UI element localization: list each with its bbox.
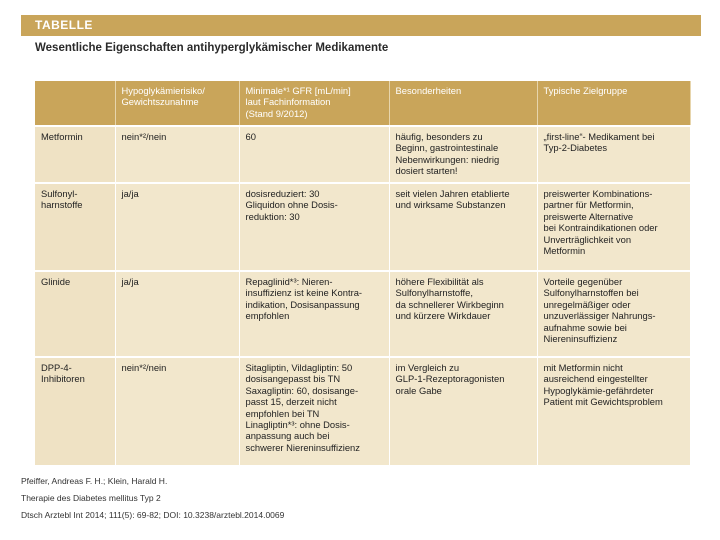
zielgruppe-cell: „first-line“- Medikament bei Typ-2-Diabetes (537, 126, 690, 183)
table-label: TABELLE (35, 18, 93, 32)
header-cell-gfr: Minimale*¹ GFR [mL/min] laut Fachinformation (Stand 9/2012) (239, 81, 389, 126)
zielgruppe-cell: preiswerter Kombinations- partner für Metformin, preiswerte Alternative bei Kontraindikationen oder Unverträglichkeit von Metformin (537, 183, 690, 271)
table-row (35, 183, 690, 271)
hypo-cell: ja/ja (115, 271, 239, 357)
table-row (35, 271, 690, 357)
gfr-cell: Repaglinid*³: Nieren- insuffizienz ist keine Kontra- indikation, Dosisanpassung empfohlen (239, 271, 389, 357)
header-cell-besonderheiten: Besonderheiten (389, 81, 537, 126)
zielgruppe-cell: mit Metformin nicht ausreichend eingestellter Hypoglykämie-gefährdeter Patient mit Gewichtsproblem (537, 357, 690, 465)
drug-name-cell: Sulfonyl- harnstoffe (35, 183, 115, 271)
table-row (35, 357, 690, 465)
besonderheiten-cell: seit vielen Jahren etablierte und wirksame Substanzen (389, 183, 537, 271)
citation-source: Dtsch Arztebl Int 2014; 111(5): 69-82; DOI: 10.3238/arztebl.2014.0069 (21, 510, 285, 520)
table-panel (21, 15, 701, 465)
header-cell-empty (35, 81, 115, 126)
table-header-bar (21, 15, 701, 36)
citation (21, 473, 284, 524)
header-cell-hypoglykaemie: Hypoglykämierisiko/ Gewichtszunahme (115, 81, 239, 126)
besonderheiten-cell: höhere Flexibilität als Sulfonylharnstoffe, da schnellerer Wirkbeginn und kürzere Wirkdauer (389, 271, 537, 357)
gfr-cell: 60 (239, 126, 389, 183)
citation-authors: Pfeiffer, Andreas F. H.; Klein, Harald H. (21, 476, 168, 486)
citation-title: Therapie des Diabetes mellitus Typ 2 (21, 493, 161, 503)
gfr-cell: dosisreduziert: 30 Gliquidon ohne Dosis- reduktion: 30 (239, 183, 389, 271)
hypo-cell: ja/ja (115, 183, 239, 271)
medication-table (35, 81, 691, 465)
table-header-row (35, 81, 690, 126)
zielgruppe-cell: Vorteile gegenüber Sulfonylharnstoffen bei unregelmäßiger oder unzuverlässiger Nahrungs- aufnahme sowie bei Niereninsuffizienz (537, 271, 690, 357)
drug-name-cell: DPP-4- Inhibitoren (35, 357, 115, 465)
drug-name-cell: Glinide (35, 271, 115, 357)
besonderheiten-cell: im Vergleich zu GLP-1-Rezeptoragonisten orale Gabe (389, 357, 537, 465)
hypo-cell: nein*²/nein (115, 126, 239, 183)
header-cell-zielgruppe: Typische Zielgruppe (537, 81, 690, 126)
table-row (35, 126, 690, 183)
besonderheiten-cell: häufig, besonders zu Beginn, gastrointestinale Nebenwirkungen: niedrig dosiert starten! (389, 126, 537, 183)
drug-name-cell: Metformin (35, 126, 115, 183)
hypo-cell: nein*²/nein (115, 357, 239, 465)
table-title: Wesentliche Eigenschaften antihyperglykämischer Medikamente (35, 42, 389, 54)
gfr-cell: Sitagliptin, Vildagliptin: 50 dosisangepasst bis TN Saxagliptin: 60, dosisange- passt 15, derzeit nicht empfohlen bei TN Linagliptin*³: ohne Dosis- anpassung auch bei schwerer Niereninsuffizienz (239, 357, 389, 465)
